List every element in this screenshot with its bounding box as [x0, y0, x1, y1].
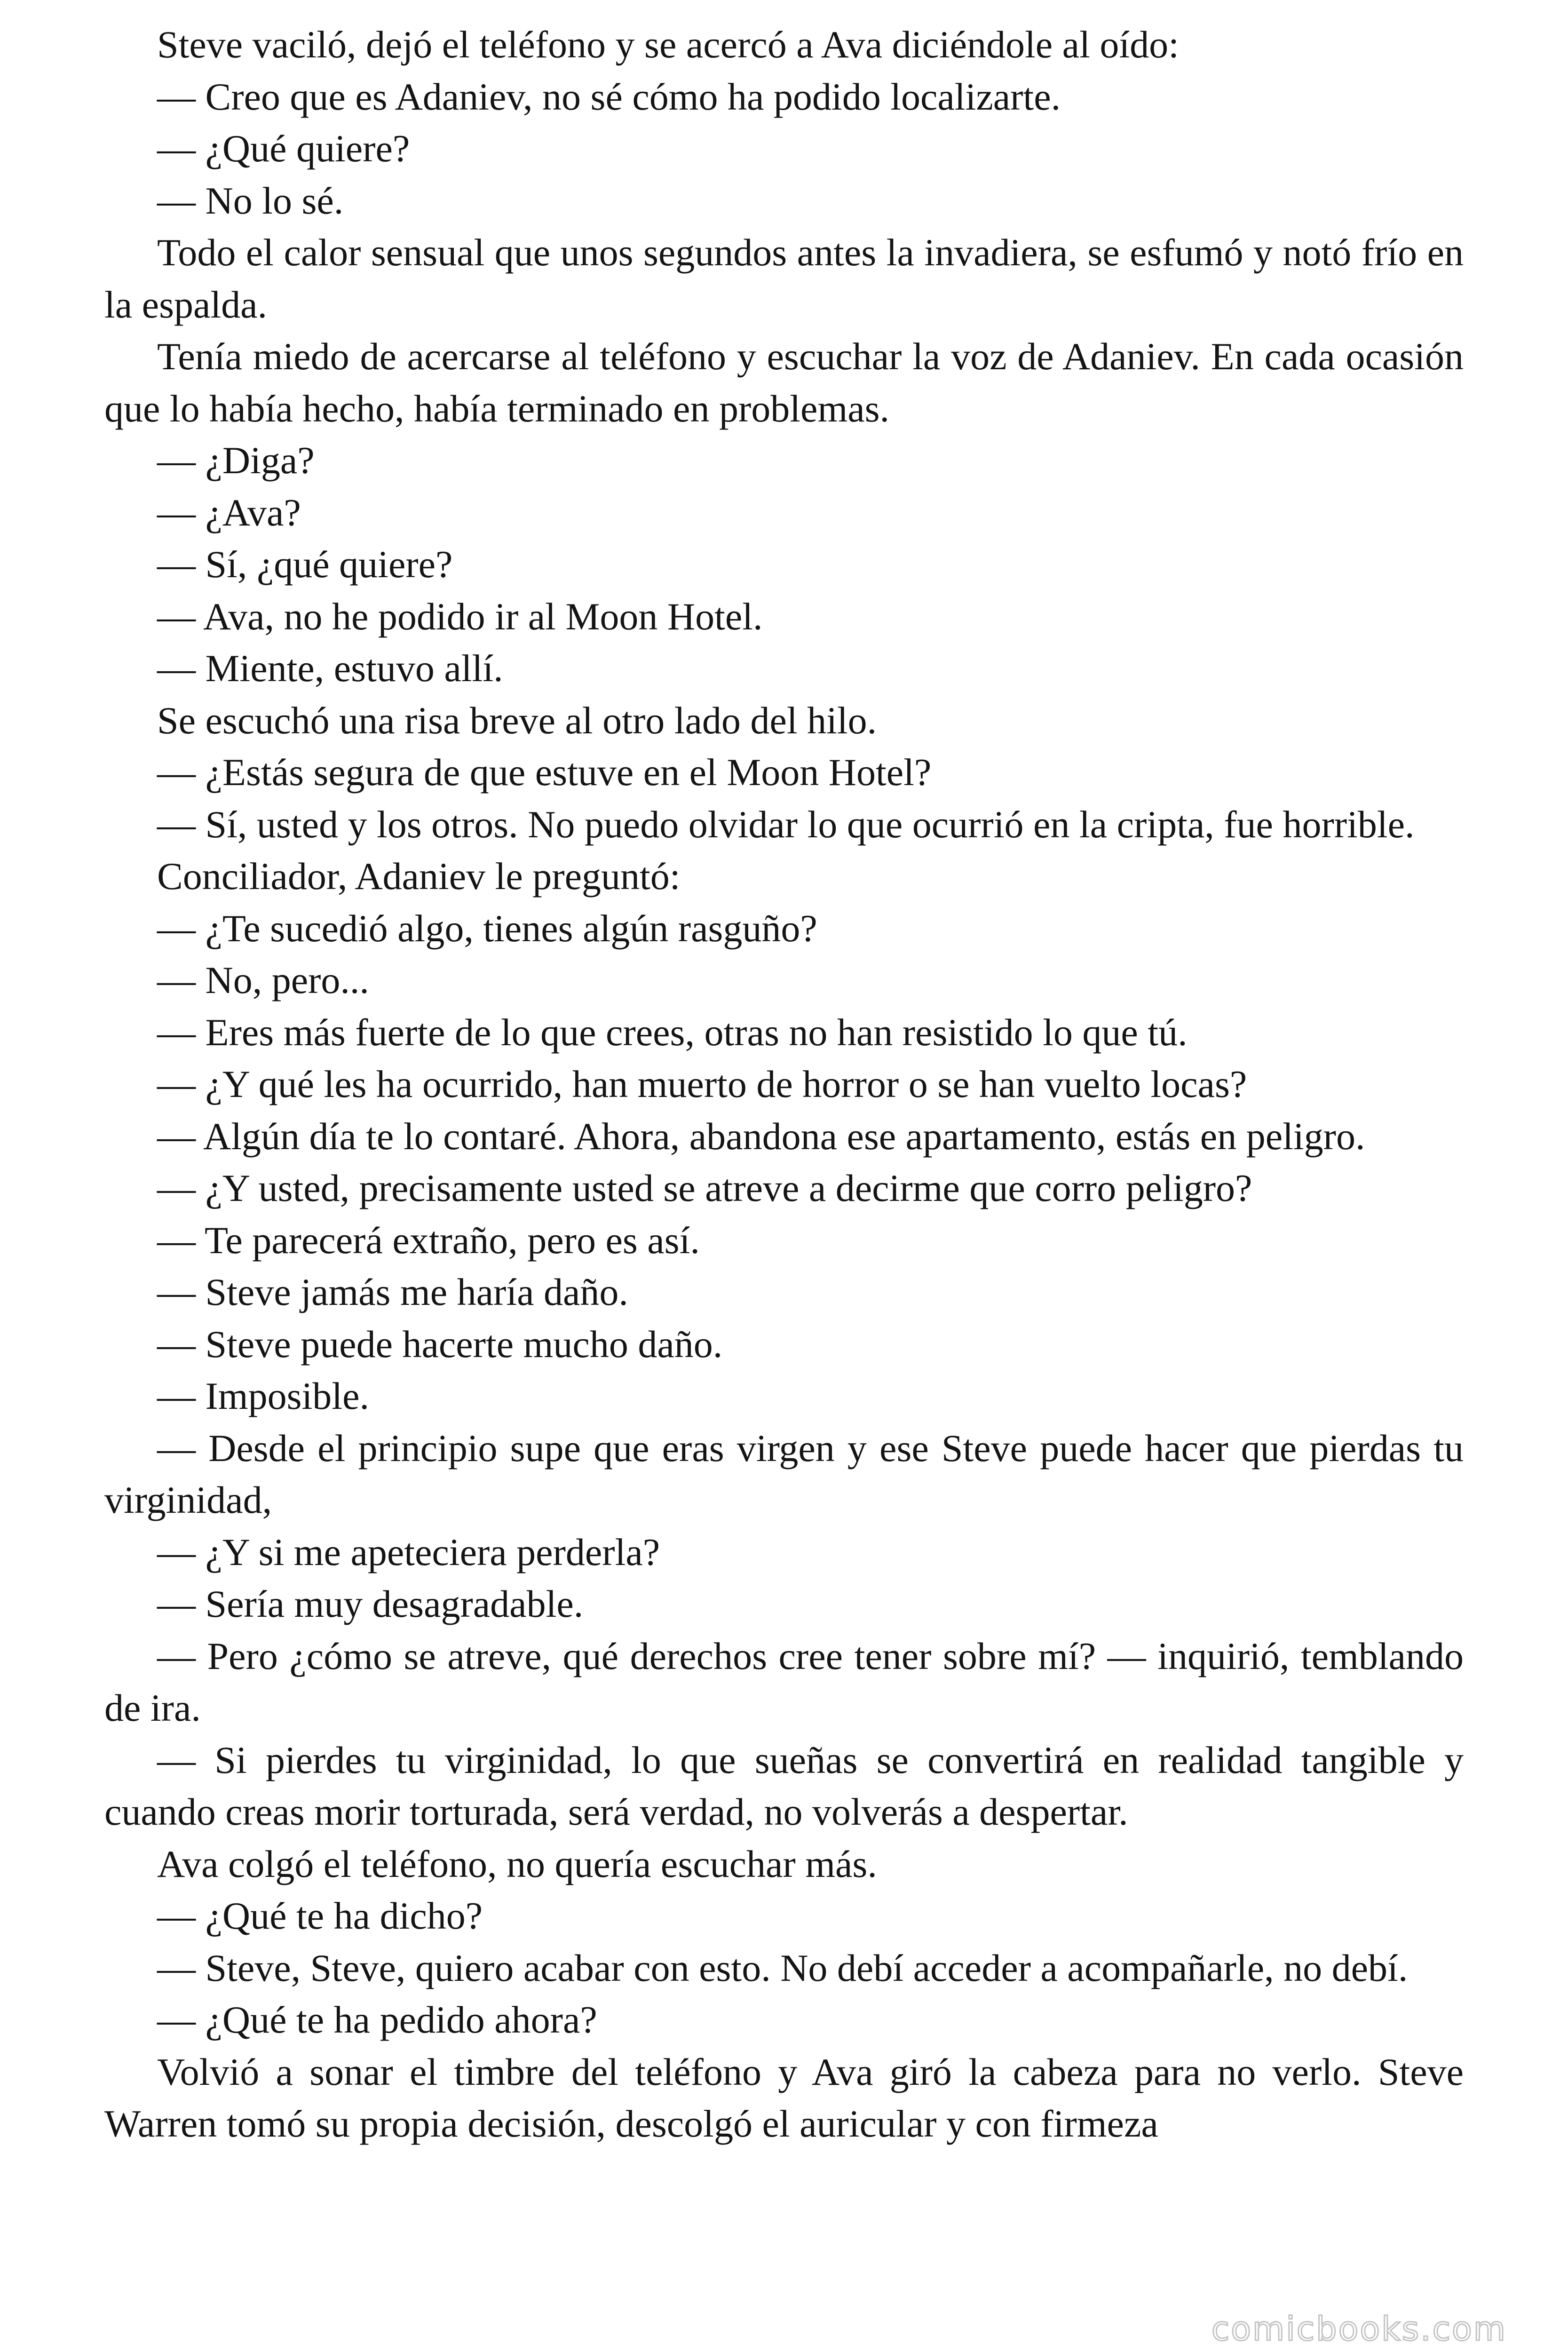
paragraph: — ¿Ava? [157, 491, 301, 534]
paragraph: — No lo sé. [157, 179, 344, 222]
paragraph: — Desde el principio supe que eras virgen y ese Steve puede hacer que pierdas tu virginidad, [104, 1426, 1464, 1521]
page-body [104, 19, 1464, 2150]
paragraph: — ¿Y qué les ha ocurrido, han muerto de horror o se han vuelto locas? [157, 1063, 1247, 1105]
paragraph: — Imposible. [157, 1375, 369, 1417]
paragraph: — Pero ¿cómo se atreve, qué derechos cree tener sobre mí? — inquirió, temblando de ira. [104, 1634, 1464, 1729]
paragraph: — ¿Y usted, precisamente usted se atreve a decirme que corro peligro? [157, 1167, 1252, 1209]
paragraph: — Steve jamás me haría daño. [157, 1271, 628, 1313]
paragraph: — Sí, usted y los otros. No puedo olvidar lo que ocurrió en la cripta, fue horrible. [157, 803, 1415, 846]
paragraph: Steve vaciló, dejó el teléfono y se acercó a Ava diciéndole al oído: [157, 23, 1179, 66]
paragraph: — ¿Qué quiere? [157, 127, 410, 170]
paragraph: — Miente, estuvo allí. [157, 647, 503, 690]
paragraph: — ¿Qué te ha pedido ahora? [157, 1998, 597, 2041]
paragraph: Ava colgó el teléfono, no quería escuchar más. [157, 1842, 877, 1885]
paragraph: Volvió a sonar el timbre del teléfono y Ava giró la cabeza para no verlo. Steve Warren tomó su propia decisión, descolgó el auricular y con firmeza [104, 2050, 1464, 2145]
paragraph: — Creo que es Adaniev, no sé cómo ha podido localizarte. [157, 75, 1061, 118]
paragraph: — ¿Qué te ha dicho? [157, 1894, 483, 1937]
paragraph: Tenía miedo de acercarse al teléfono y escuchar la voz de Adaniev. En cada ocasión que lo había hecho, había terminado en problemas. [104, 335, 1464, 430]
paragraph: — ¿Diga? [157, 439, 315, 482]
paragraph: — Si pierdes tu virginidad, lo que sueñas se convertirá en realidad tangible y cuando creas morir torturada, será verdad, no volverás a despertar. [104, 1738, 1464, 1833]
paragraph: Se escuchó una risa breve al otro lado del hilo. [157, 699, 877, 742]
paragraph: — Steve, Steve, quiero acabar con esto. No debí acceder a acompañarle, no debí. [157, 1946, 1408, 1989]
paragraph: — Algún día te lo contaré. Ahora, abandona ese apartamento, estás en peligro. [157, 1114, 1365, 1158]
paragraph: Conciliador, Adaniev le preguntó: [157, 855, 681, 898]
paragraph: — ¿Te sucedió algo, tienes algún rasguño? [157, 906, 817, 950]
paragraph: — Steve puede hacerte mucho daño. [157, 1322, 723, 1366]
paragraph: — Eres más fuerte de lo que crees, otras no han resistido lo que tú. [157, 1010, 1188, 1054]
paragraph: — ¿Y si me apeteciera perderla? [157, 1530, 660, 1573]
paragraph: Todo el calor sensual que unos segundos antes la invadiera, se esfumó y notó frío en la espalda. [104, 231, 1464, 326]
paragraph: — Sí, ¿qué quiere? [157, 543, 453, 586]
paragraph: — ¿Estás segura de que estuve en el Moon Hotel? [157, 751, 932, 794]
paragraph: — Sería muy desagradable. [157, 1582, 584, 1625]
watermark-logo: comicbooks.com [1211, 2310, 1507, 2348]
paragraph: — No, pero... [157, 959, 369, 1001]
paragraph: — Ava, no he podido ir al Moon Hotel. [157, 595, 763, 638]
paragraph: — Te parecerá extraño, pero es así. [157, 1218, 700, 1262]
